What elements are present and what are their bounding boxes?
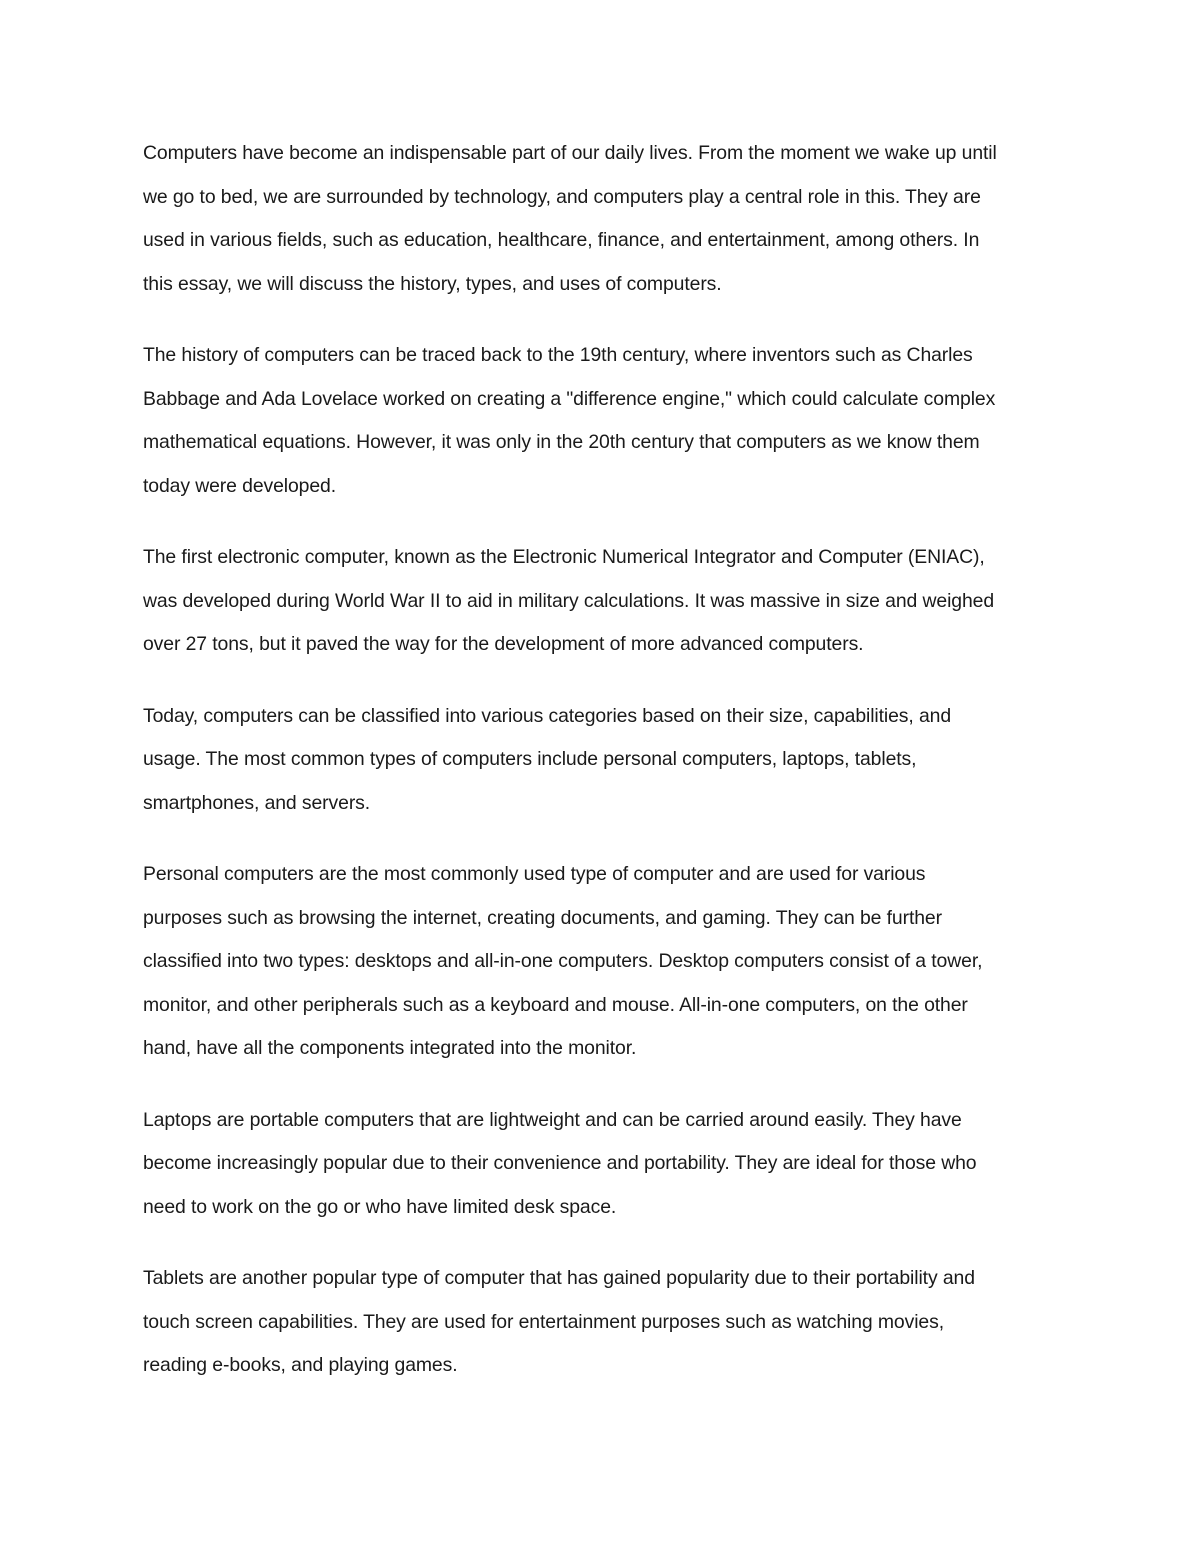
essay-body xyxy=(143,132,1073,1416)
paragraph-introduction: Computers have become an indispensable part of our daily lives. From the moment we wake up until we go to bed, we are surrounded by technology, and computers play a central role in this. They are used in various fields, such as education, healthcare, finance, and entertainment, among others. In this essay, we will discuss the history, types, and uses of computers. xyxy=(143,142,997,295)
paragraph-personal-computers: Personal computers are the most commonly used type of computer and are used for various purposes such as browsing the internet, creating documents, and gaming. They can be further classified into two types: desktops and all-in-one computers. Desktop computers consist of a tower, monitor, and other peripherals such as a keyboard and mouse. All-in-one computers, on the other hand, have all the components integrated into the monitor. xyxy=(143,863,983,1059)
paragraph-history: The history of computers can be traced back to the 19th century, where inventors such as Charles Babbage and Ada Lovelace worked on creating a "difference engine," which could calculate complex mathematical equations. However, it was only in the 20th century that computers as we know them today were developed. xyxy=(143,344,996,497)
paragraph-categories: Today, computers can be classified into various categories based on their size, capabilities, and usage. The most common types of computers include personal computers, laptops, tablets, smartphones, and servers. xyxy=(143,704,952,814)
paragraph-laptops: Laptops are portable computers that are lightweight and can be carried around easily. They have become increasingly popular due to their convenience and portability. They are ideal for those who need to work on the go or who have limited desk space. xyxy=(143,1108,977,1218)
paragraph-eniac: The first electronic computer, known as the Electronic Numerical Integrator and Computer (ENIAC), was developed during World War II to aid in military calculations. It was massive in size and weighed over 27 tons, but it paved the way for the development of more advanced computers. xyxy=(143,546,995,655)
paragraph-tablets: Tablets are another popular type of computer that has gained popularity due to their portability and touch screen capabilities. They are used for entertainment purposes such as watching movies, reading e-books, and playing games. xyxy=(143,1267,975,1376)
